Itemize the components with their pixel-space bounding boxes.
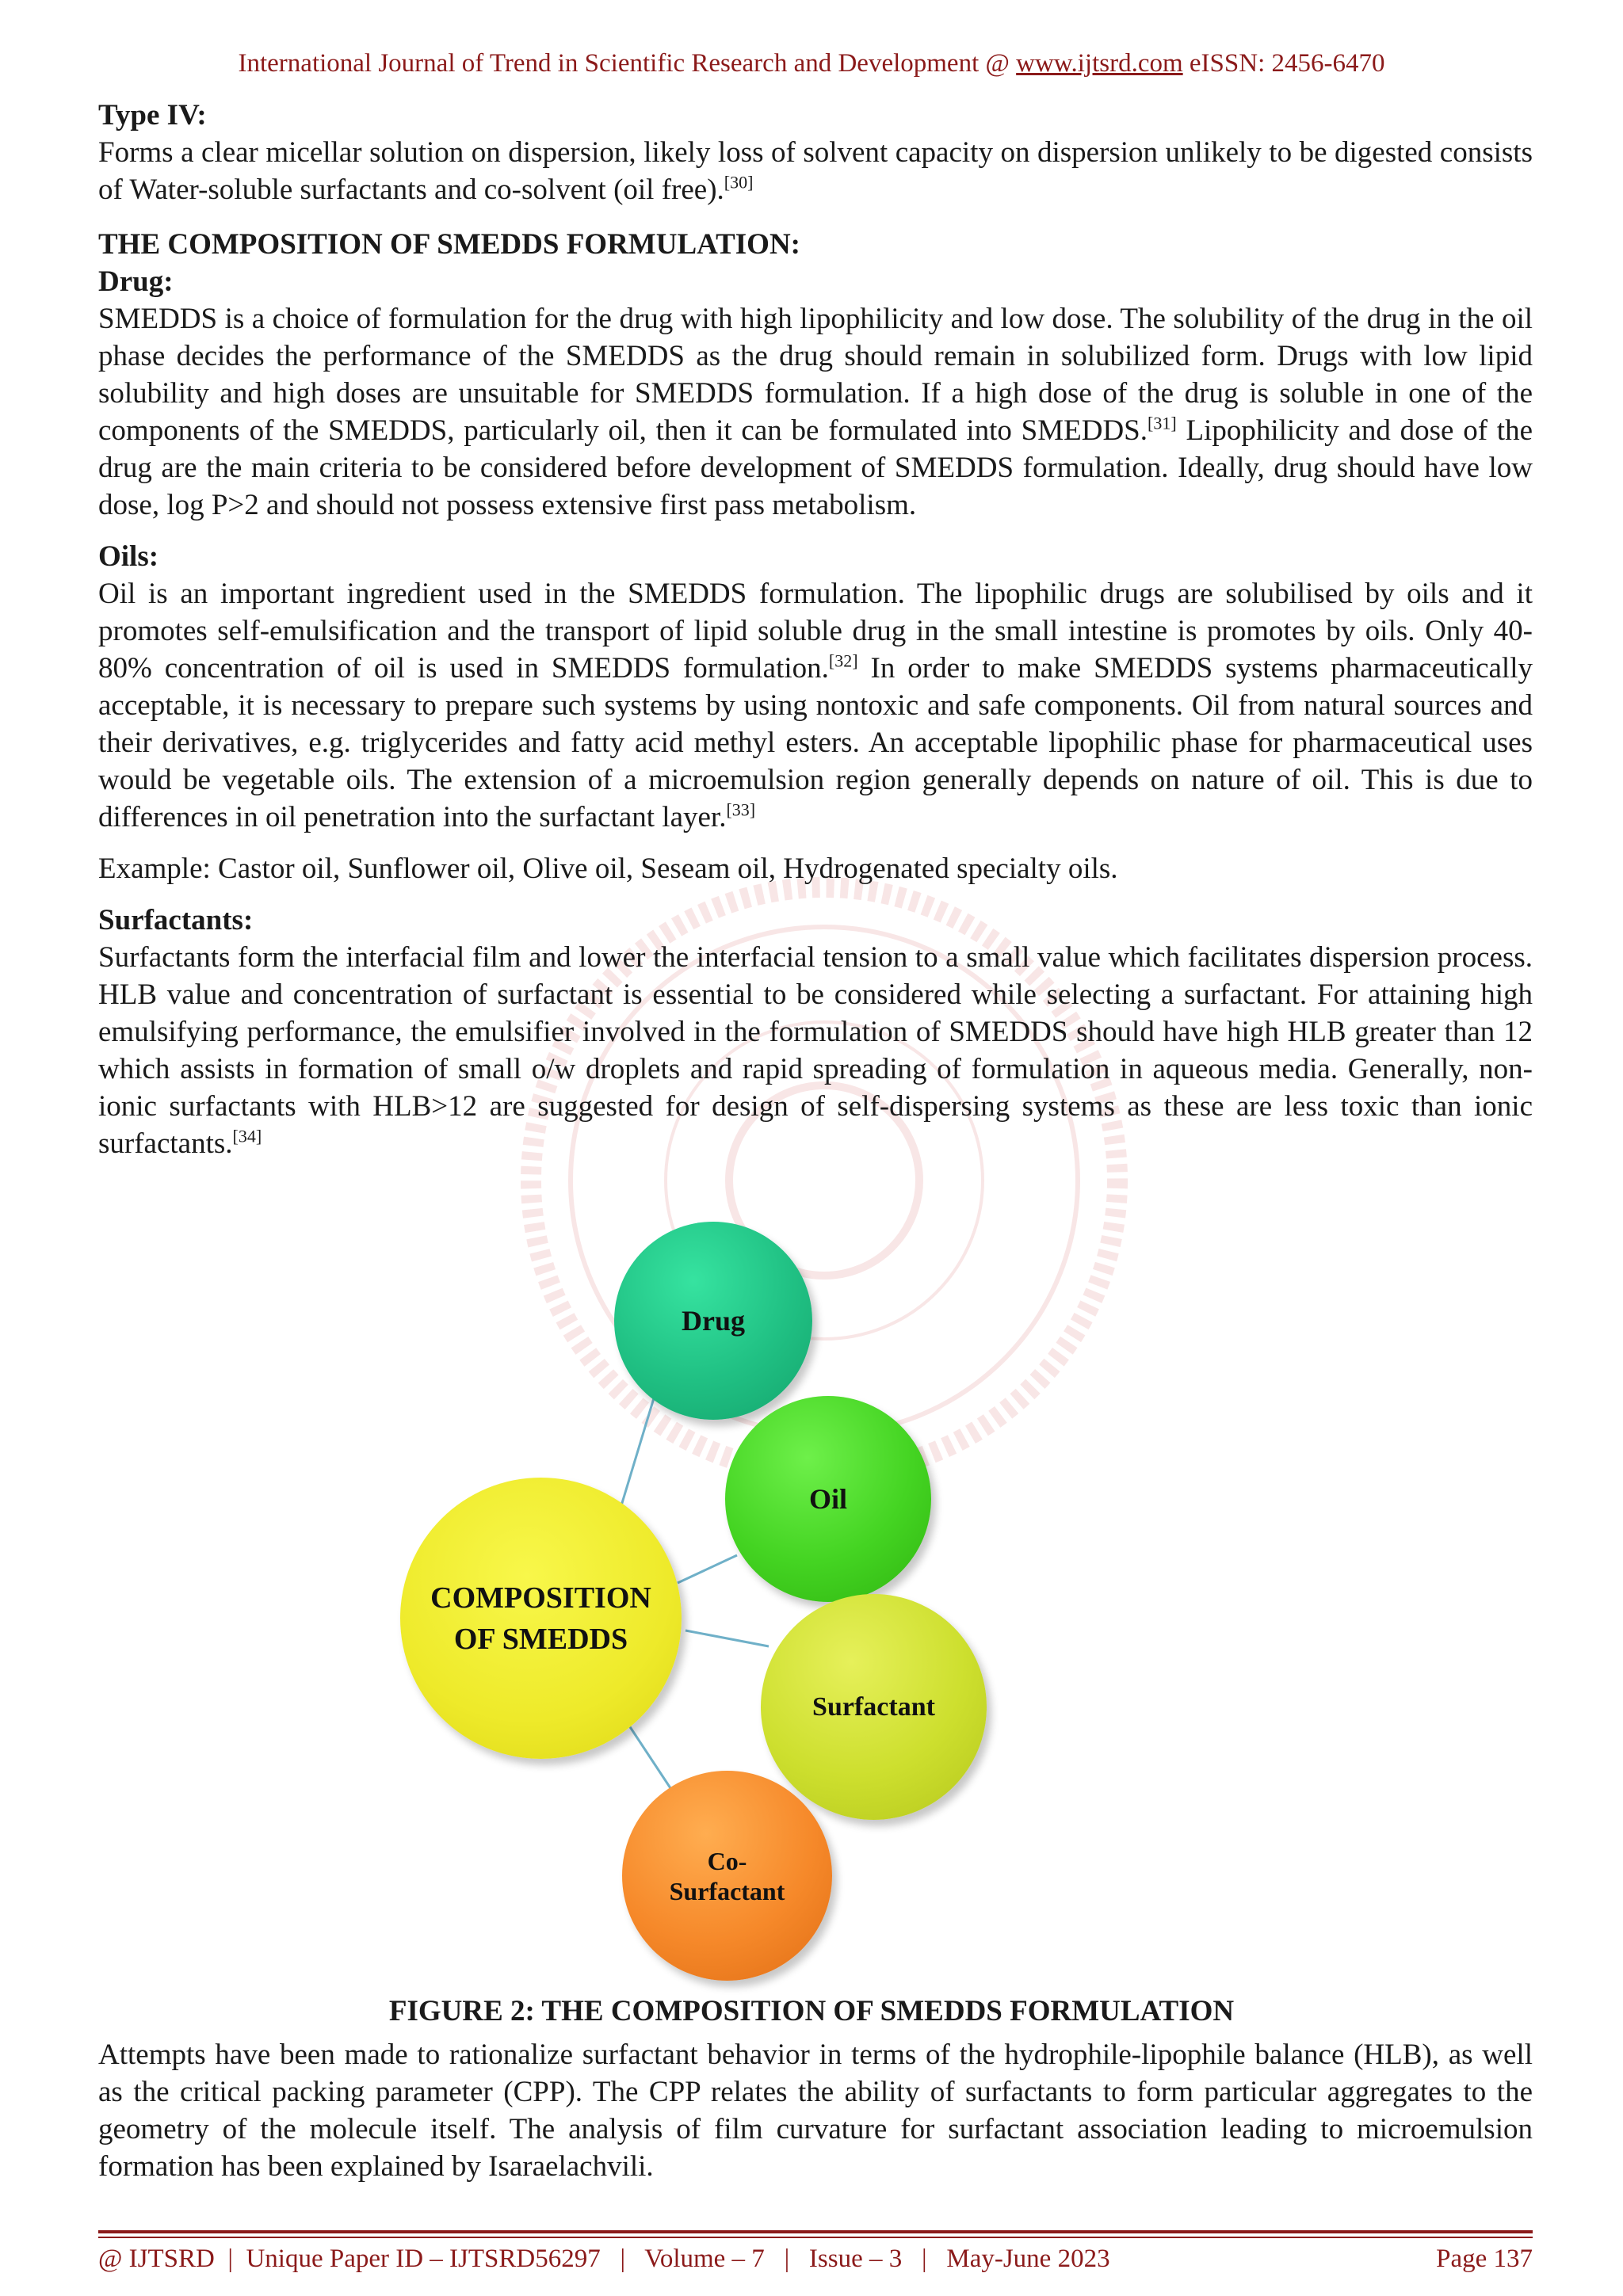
closing-text <box>98 2036 1533 2185</box>
composition-diagram <box>0 1188 1623 1989</box>
drug-paragraph: SMEDDS is a choice of formulation for the drug with high lipophilicity and low dose. The solubility of the drug in the oil phase decides the performance of the SMEDDS as the drug should remain in solubilized form. Drugs with low lipid solubility and high doses are unsuitable for SMEDDS formulation. If a high dose of the drug is soluble in one of the components of the SMEDDS, particularly oil, then it can be formulated into SMEDDS.[31] Lipophilicity and dose of the drug are the main criteria to be considered before development of SMEDDS formulation. Ideally, drug should have low dose, log P>2 and should not possess extensive first pass metabolism. <box>98 303 1533 521</box>
composition-node: COMPOSITION OF SMEDDS <box>400 1478 682 1759</box>
running-footer <box>98 2245 1533 2274</box>
surfactant-node: Surfactant <box>761 1594 987 1820</box>
citation-33: [33] <box>726 799 756 820</box>
oil-node: Oil <box>725 1396 931 1602</box>
page-number: Page 137 <box>1436 2245 1533 2273</box>
footer-info: @ IJTSRD | Unique Paper ID – IJTSRD56297 | Volume – 7 | Issue – 3 | May-June 2023 <box>98 2245 1110 2273</box>
figure-caption: FIGURE 2: THE COMPOSITION OF SMEDDS FORMULATION <box>388 1995 1235 2027</box>
surfactants-paragraph: Surfactants form the interfacial film and lower the interfacial tension to a small value which facilitates dispersion process. HLB value and concentration of surfactant is essential to be considered while selecting a surfactant. For attaining high emulsifying performance, the emulsifier involved in the formulation of SMEDDS should have high HLB greater than 12 which assists in formation of small o/w droplets and rapid spreading of formulation in aqueous media. Generally, non-ionic surfactants with HLB>12 are suggested for design of self-dispersing systems as these are less toxic than ionic surfactants.[34] <box>98 941 1533 1160</box>
drug-node: Drug <box>614 1222 812 1420</box>
citation-31: [31] <box>1148 413 1177 433</box>
section-heading: THE COMPOSITION OF SMEDDS FORMULATION: <box>98 228 800 261</box>
cosurfactant-node: Co- Surfactant <box>622 1771 832 1981</box>
surfactants-heading: Surfactants: <box>98 904 254 936</box>
connector-surfactant <box>685 1630 769 1646</box>
citation-34: [34] <box>232 1126 262 1146</box>
citation-30: [30] <box>724 172 754 193</box>
journal-url-link[interactable]: www.ijtsrd.com <box>1016 49 1183 78</box>
journal-name: International Journal of Trend in Scientific Research and Development @ <box>238 49 1010 78</box>
footer-rule-thin <box>98 2237 1533 2238</box>
main-text <box>98 97 1533 1162</box>
drug-heading: Drug: <box>98 265 174 298</box>
closing-paragraph: Attempts have been made to rationalize surfactant behavior in terms of the hydrophile-lipophile balance (HLB), as well as the critical packing parameter (CPP). The CPP relates the ability of surfactants to form particular aggregates to the geometry of the molecule itself. The analysis of film curvature for surfactant association leading to microemulsion formation has been explained by Isaraelachvili. <box>98 2039 1533 2183</box>
issn-label: eISSN: 2456-6470 <box>1189 49 1385 78</box>
footer-rule <box>98 2230 1533 2233</box>
type4-heading: Type IV: <box>98 99 207 132</box>
citation-32: [32] <box>828 650 858 671</box>
oils-heading: Oils: <box>98 540 159 573</box>
oils-example: Example: Castor oil, Sunflower oil, Olive oil, Seseam oil, Hydrogenated specialty oils. <box>98 852 1118 885</box>
running-header <box>0 49 1623 78</box>
connector-oil <box>678 1555 737 1583</box>
type4-paragraph: Forms a clear micellar solution on dispersion, likely loss of solvent capacity on dispersion unlikely to be digested consists of Water-soluble surfactants and co-solvent (oil free).[30] <box>98 136 1533 206</box>
oils-paragraph: Oil is an important ingredient used in the SMEDDS formulation. The lipophilic drugs are solubilised by oils and it promotes self-emulsification and the transport of lipid soluble drug in the small intestine is promotes by oils. Only 40-80% concentration of oil is used in SMEDDS formulation.[32] In order to make SMEDDS systems pharmaceutically acceptable, it is necessary to prepare such systems by using nontoxic and safe components. Oil from natural sources and their derivatives, e.g. triglycerides and fatty acid methyl esters. An acceptable lipophilic phase for pharmaceutical uses would be vegetable oils. The extension of a microemulsion region generally depends on nature of oil. This is due to differences in oil penetration into the surfactant layer.[33] <box>98 578 1533 833</box>
